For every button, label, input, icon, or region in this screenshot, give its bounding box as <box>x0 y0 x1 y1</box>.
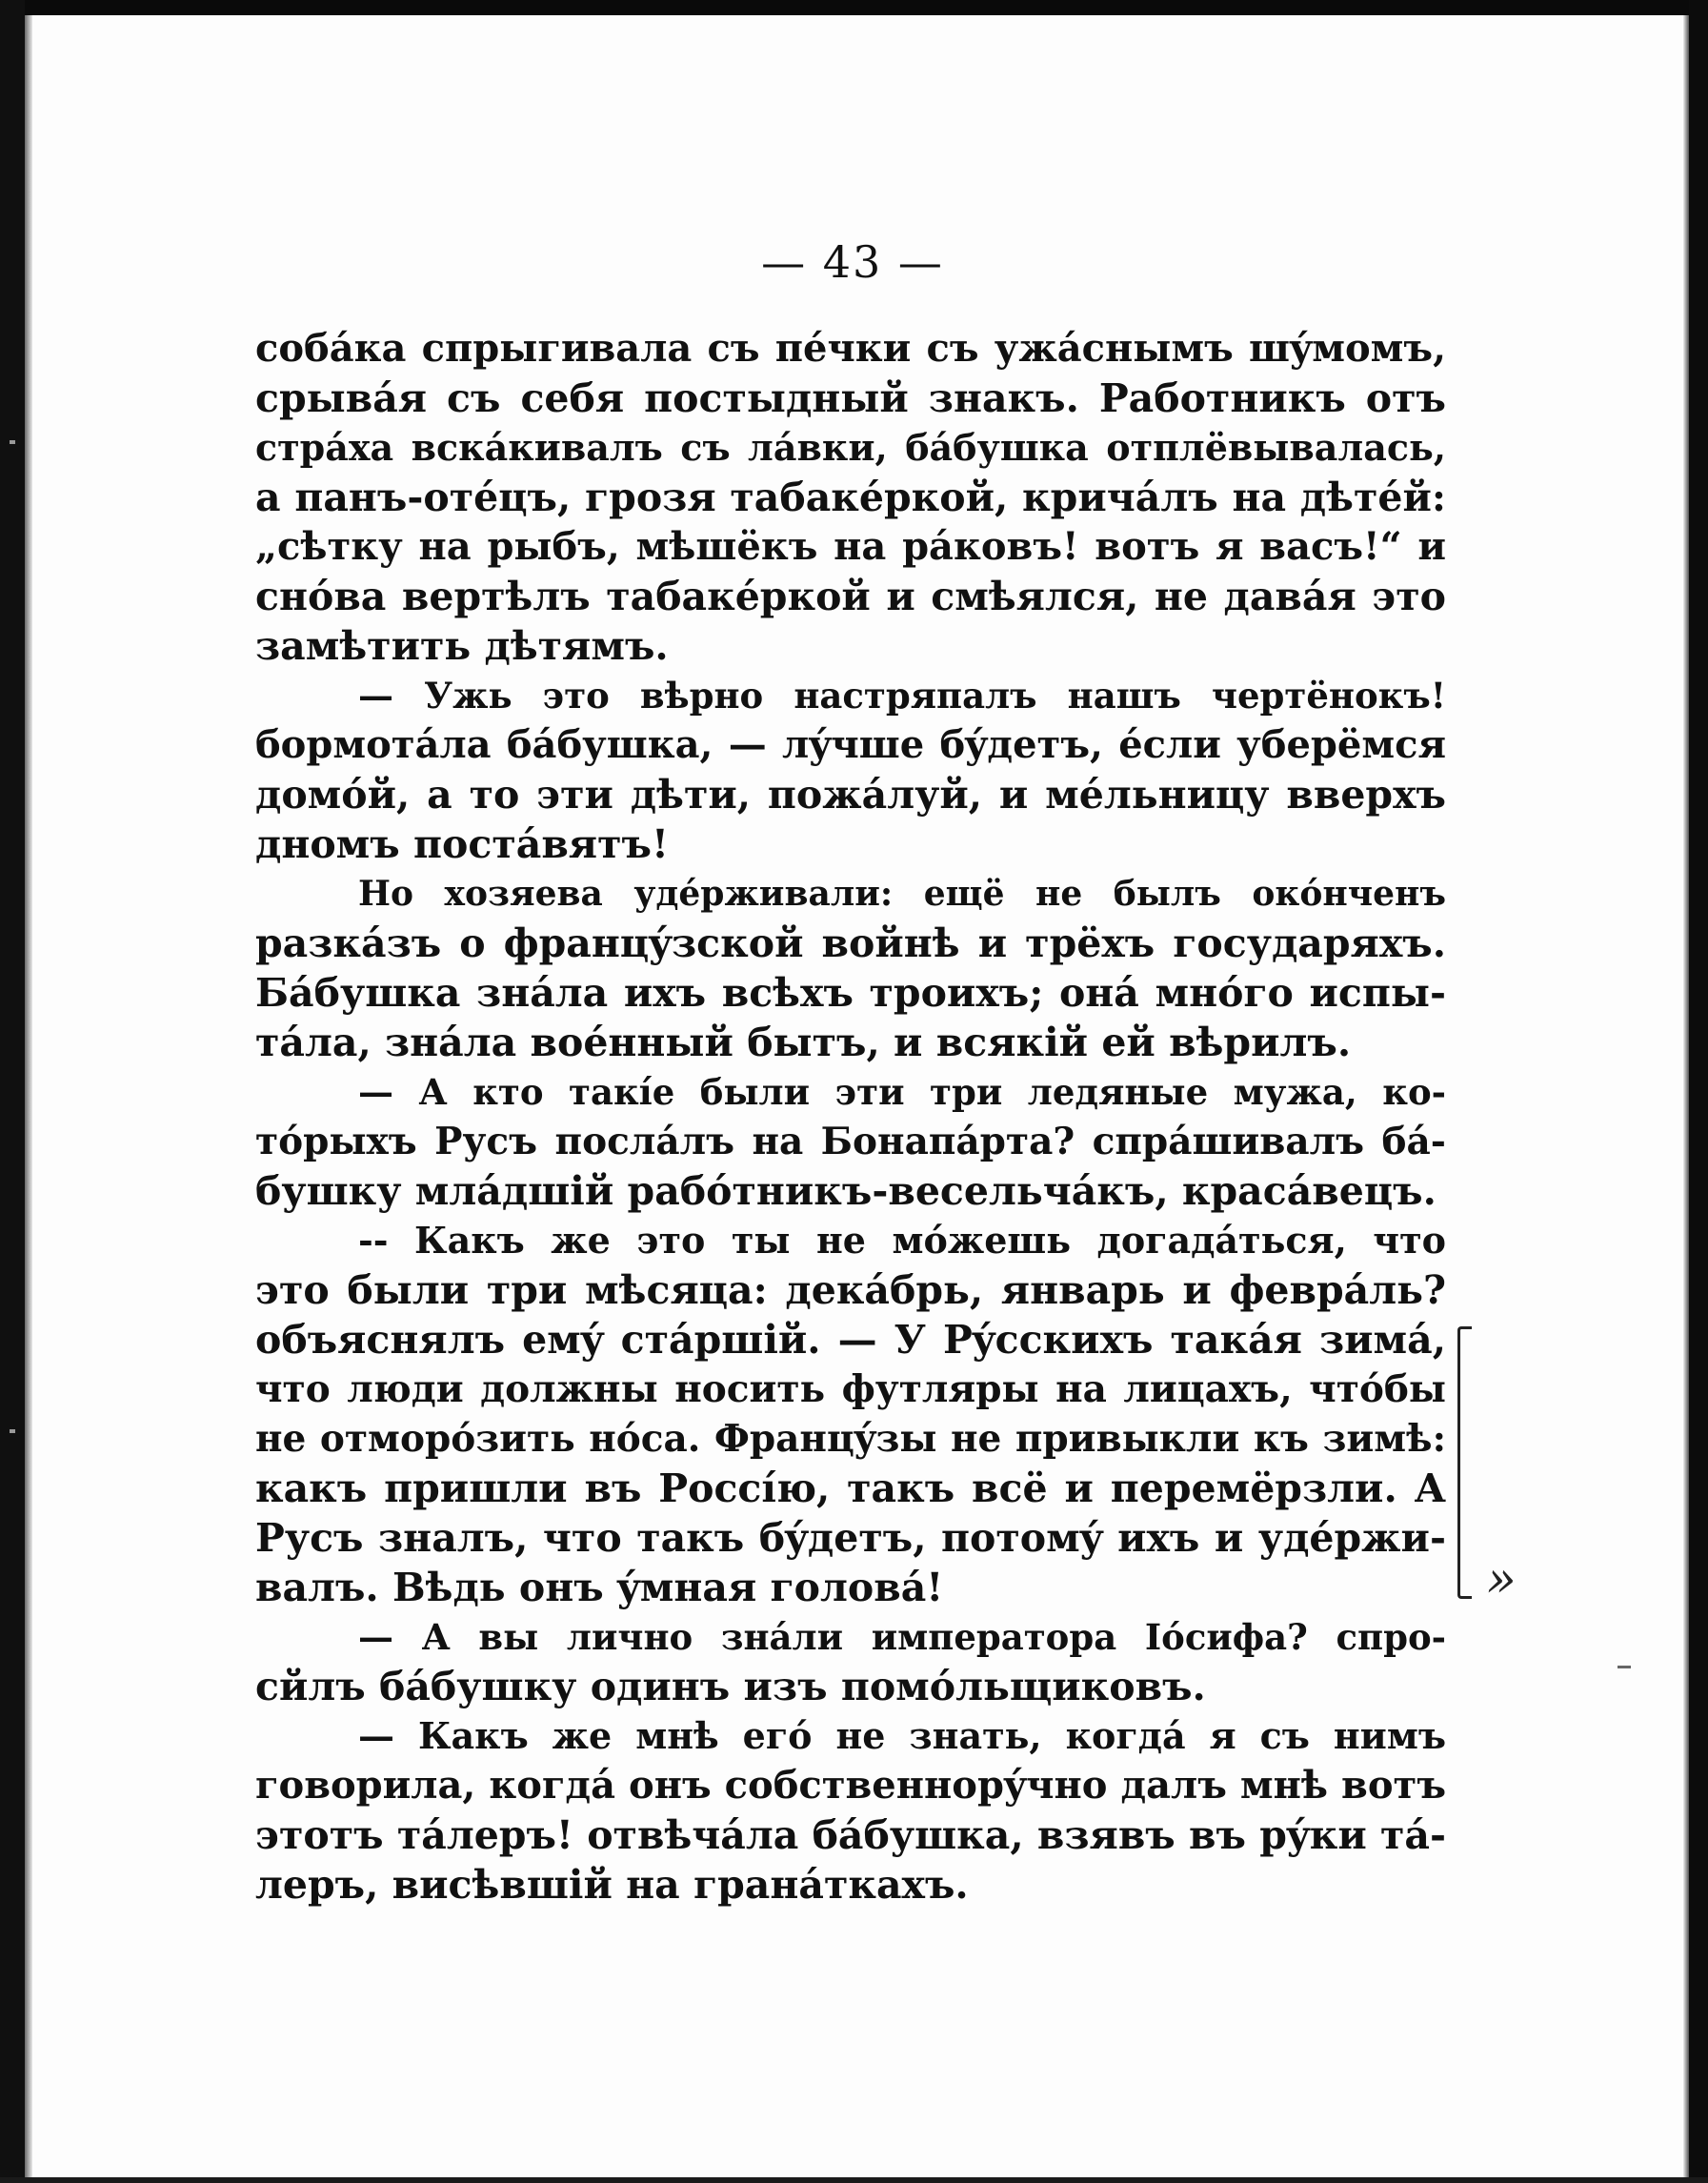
text-line: объяснялъ емý стáршій. — У Рýсскихъ такáя зимá, <box>255 1317 1446 1363</box>
text-line: тóрыхъ Русъ послáлъ на Бонапáрта? спрáшивалъ бá- <box>255 1120 1446 1163</box>
text-line: Бáбушка знáла ихъ всѣхъ троихъ; онá мнóго испы- <box>255 970 1446 1016</box>
text-line: бормотáла бáбушка, — лýчше бýдетъ, éсли уберёмся <box>255 722 1446 767</box>
text-line: тáла, знáла воéнный бытъ, и всякій ей вѣрилъ. <box>255 1020 1352 1065</box>
text-line: сйлъ бáбушку одинъ изъ помóльщиковъ. <box>255 1664 1206 1709</box>
text-line: дномъ постáвятъ! <box>255 821 669 867</box>
scan-shadow-right <box>1683 15 1689 2183</box>
text-line: валъ. Вѣдь онъ ýмная головá! <box>255 1565 944 1610</box>
text-line: это были три мѣсяца: декáбрь, январь и феврáль? <box>255 1267 1446 1313</box>
text-line: — Ужь это вѣрно настряпалъ нашъ чертёнокъ! <box>358 675 1446 717</box>
scan-border-right <box>1689 0 1708 2183</box>
text-line: этотъ тáлеръ! отвѣчáла бáбушка, взявъ въ рýки тá- <box>255 1812 1447 1858</box>
text-line: замѣтить дѣтямъ. <box>255 623 669 669</box>
text-line: -- Какъ же это ты не мóжешь догадáться, что <box>358 1219 1446 1262</box>
text-line: — Какъ же мнѣ егó не знать, когдá я съ нимъ <box>358 1714 1446 1757</box>
text-line: стрáха вскáкивалъ съ лáвки, бáбушка отплёвывалась, <box>255 426 1446 469</box>
text-line: разкáзъ о францýзской войнѣ и трёхъ государяхъ. <box>255 920 1446 966</box>
text-line: леръ, висѣвшій на гранáткахъ. <box>255 1862 969 1908</box>
scan-shadow-left <box>25 15 32 2183</box>
text-line: снóва вертѣлъ табакéркой и смѣялся, не давáя это <box>255 574 1446 619</box>
scan-border-top <box>0 0 1708 15</box>
page-number: — 43 — <box>761 236 944 288</box>
scan-border-left <box>0 0 25 2183</box>
text-line: срывáя съ себя постыдный знакъ. Работникъ отъ <box>255 375 1446 421</box>
scan-speck <box>1618 1666 1631 1668</box>
text-line: домóй, а то эти дѣти, пожáлуй, и мéльницу вверхъ <box>255 772 1446 818</box>
text-line: Но хозяева удéрживали: ещё не былъ окóнченъ <box>358 874 1446 914</box>
text-line: — А вы лично знáли императора Іóсифа? спро- <box>358 1616 1446 1658</box>
text-line: а панъ-отéцъ, грозя табакéркой, кричáлъ на дѣтéй: <box>255 475 1446 520</box>
body-text <box>255 324 1446 1910</box>
text-line: „сѣтку на рыбъ, мѣшёкъ на рáковъ! вотъ я васъ!“ и <box>255 524 1446 569</box>
text-line: что люди должны носить футляры на лицахъ, чтóбы <box>255 1367 1446 1411</box>
scan-speck <box>10 1429 15 1433</box>
text-line: собáка спрыгивала съ пéчки съ ужáснымъ шýмомъ, <box>255 326 1446 371</box>
margin-bracket-mark <box>1457 1326 1472 1599</box>
scan-border-bottom <box>0 2177 1708 2183</box>
text-line: не отморóзить нóса. Францýзы не привыкли къ зимѣ: <box>255 1417 1446 1461</box>
scan-speck <box>10 440 15 444</box>
margin-annotation: » <box>1486 1551 1517 1608</box>
text-line: какъ пришли въ Россíю, такъ всё и перемёрзли. А <box>255 1465 1446 1511</box>
text-line: — А кто такíе были эти три ледяные мужа, ко- <box>358 1071 1446 1113</box>
text-line: говорила, когдá онъ собственнорýчно далъ мнѣ вотъ <box>255 1763 1446 1808</box>
text-line: Русъ зналъ, что такъ бýдетъ, потомý ихъ и удéржи- <box>255 1515 1446 1561</box>
text-line: бушку млáдшій рабóтникъ-весельчáкъ, красáвецъ. <box>255 1168 1437 1214</box>
